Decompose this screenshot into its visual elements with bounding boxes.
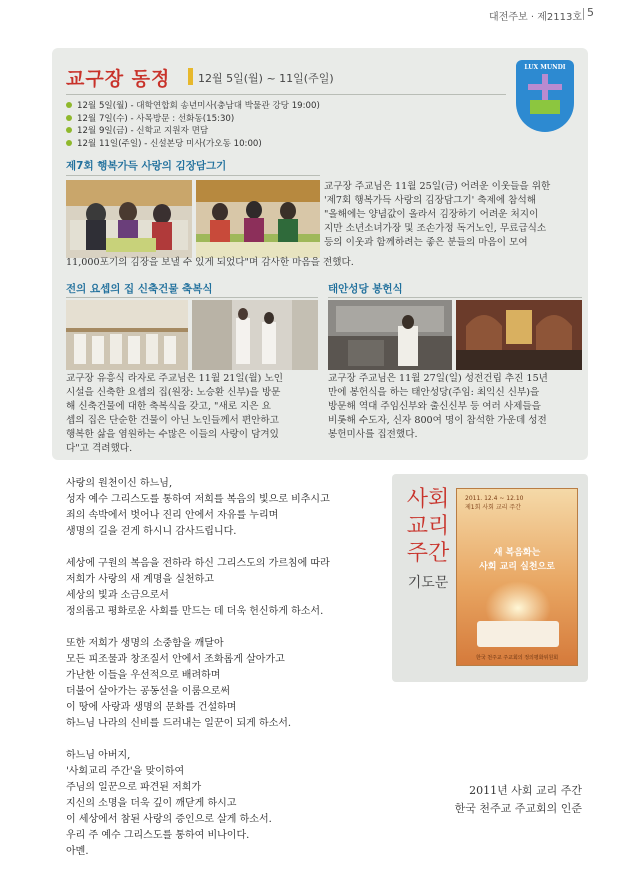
kimjang-heading: 제7회 행복가득 사랑의 김장담그기 [66, 160, 227, 172]
kimjang-photo-1 [66, 180, 192, 258]
schedule-list [66, 100, 320, 150]
taean-text: 교구장 주교님은 11월 27일(일) 성전건립 추진 15년 만에 봉헌식을 하는 태안성당(주임: 최익신 신부)을 방문해 역대 주임신부와 출신신부 등 여러 사제들을 비롯해 수도자, 신자 800여 명이 참석한 가운데 성전 봉헌미사를 집전했다. [328, 373, 548, 440]
poster-slogan-1: 새 복음화는 [493, 548, 541, 558]
kimjang-divider [66, 175, 320, 176]
schedule-item: 12월 5일(월) - 대학연합회 송년미사(충남대 박물관 강당 19:00) [66, 100, 320, 113]
sidebar-title: 사회 교리 주간 [406, 487, 450, 566]
sidebar-subtitle: 기도문 [407, 575, 449, 591]
emblem-base [530, 100, 560, 114]
bullet-icon [66, 102, 72, 108]
bullet-icon [66, 115, 72, 121]
cross-bar [528, 84, 562, 90]
prayer-stanza-1: 사랑의 원천이신 하느님, 성자 예수 그리스도를 통하여 저희를 복음의 빛으로 비추시고 죄의 속박에서 벗어나 진리 안에서 자유를 누리며 생명의 길을 걷게 하시니 감사드립니다. [66, 478, 330, 537]
page-number: 5 [587, 6, 594, 19]
joseph-photo-1 [66, 300, 188, 370]
taean-photo-2 [456, 300, 582, 370]
kimjang-text: 교구장 주교님은 11월 25일(금) 어려운 이웃들을 위한 '제7회 행복가득 사랑의 김장담그기' 축제에 참석해 "올해에는 양념값이 올라서 김장하기 어려운 처지이 지만 소년소녀가장 및 조손가정 독거노인, 무료급식소 등의 이웃과 함께하려는 좋은 분들의 마음이 모여 [324, 181, 551, 248]
prayer-stanza-3: 또한 저희가 생명의 소중함을 깨달아 모든 피조물과 창조질서 안에서 조화롭게 살아가고 가난한 이들을 우선적으로 배려하며 더불어 살아가는 공동선을 이룸으로써 이 땅에 사랑과 생명의 문화를 건설하며 하느님 나라의 신비를 드러내는 일꾼이 되게 하소서. [66, 638, 292, 729]
open-book-icon [477, 621, 559, 647]
joseph-photo-2 [192, 300, 318, 370]
header-separator [583, 8, 584, 20]
schedule-item: 12월 9일(금) - 신학교 지원자 면담 [66, 125, 320, 138]
taean-heading: 태안성당 봉헌식 [328, 283, 403, 295]
credit-line-1: 2011년 사회 교리 주간 [469, 784, 582, 797]
taean-divider [328, 297, 582, 298]
bullet-icon [66, 140, 72, 146]
title-accent-bar [188, 68, 193, 85]
prayer-stanza-2: 세상에 구원의 복음을 전하라 하신 그리스도의 가르침에 따라 저희가 사랑의 새 계명을 실천하고 세상의 빛과 소금으로서 정의롭고 평화로운 사회를 만드는 데 더욱 헌신하게 하소서. [66, 558, 330, 617]
prayer-text [66, 476, 396, 876]
schedule-item: 12월 11일(주일) - 신설본당 미사(가오동 10:00) [66, 138, 320, 151]
poster-footer: 한국 천주교 주교회의 정의평화위원회 [475, 655, 559, 661]
schedule-item: 12월 7일(수) - 사목방문 : 선화동(15:30) [66, 113, 320, 126]
social-doctrine-poster [456, 488, 578, 666]
joseph-divider [66, 297, 318, 298]
title-divider [66, 94, 506, 95]
emblem-text: LUX MUNDI [524, 64, 566, 71]
lux-mundi-emblem [516, 60, 574, 132]
kimjang-text-last: 11,000포기의 김장을 보낼 수 있게 되었다"며 감사한 마음을 전했다. [66, 257, 354, 268]
taean-photo-1 [328, 300, 452, 370]
credit-line-2: 한국 천주교 주교회의 인준 [454, 802, 582, 815]
bullet-icon [66, 127, 72, 133]
poster-slogan-2: 사회 교리 실천으로 [479, 562, 555, 572]
poster-header: 2011. 12.4 ~ 12.10 제1회 사회 교리 주간 [465, 495, 524, 511]
section-title: 교구장 동정 [66, 68, 171, 90]
prayer-stanza-4: 하느님 아버지, '사회교리 주간'을 맞이하여 주님의 일꾼으로 파견된 저희가 지신의 소명을 더욱 깊이 깨닫게 하시고 이 세상에서 참된 사랑의 증인으로 살게 하소서. 우리 주 예수 그리스도를 통하여 비나이다. 아멘. [66, 750, 272, 857]
section-date-range: 12월 5일(월) ~ 11일(주일) [198, 72, 334, 85]
joseph-heading: 전의 요셉의 집 신축건물 축복식 [66, 283, 213, 295]
kimjang-photo-2 [196, 180, 320, 258]
issue-header: 대전주보 · 제2113호 [489, 12, 582, 23]
joseph-text: 교구장 유흥식 라자로 주교님은 11월 21일(월) 노인 시설을 신축한 요셉의 집(원장: 노승환 신부)을 방문 해 신축건물에 대한 축복식을 갖고, "새로 지은 요 셉의 집은 단순한 건물이 아닌 노인들께서 편안하고 행복한 삶을 염원하는 수많은 이들의 사랑이 담겨있 다"고 격려했다. [66, 373, 284, 454]
